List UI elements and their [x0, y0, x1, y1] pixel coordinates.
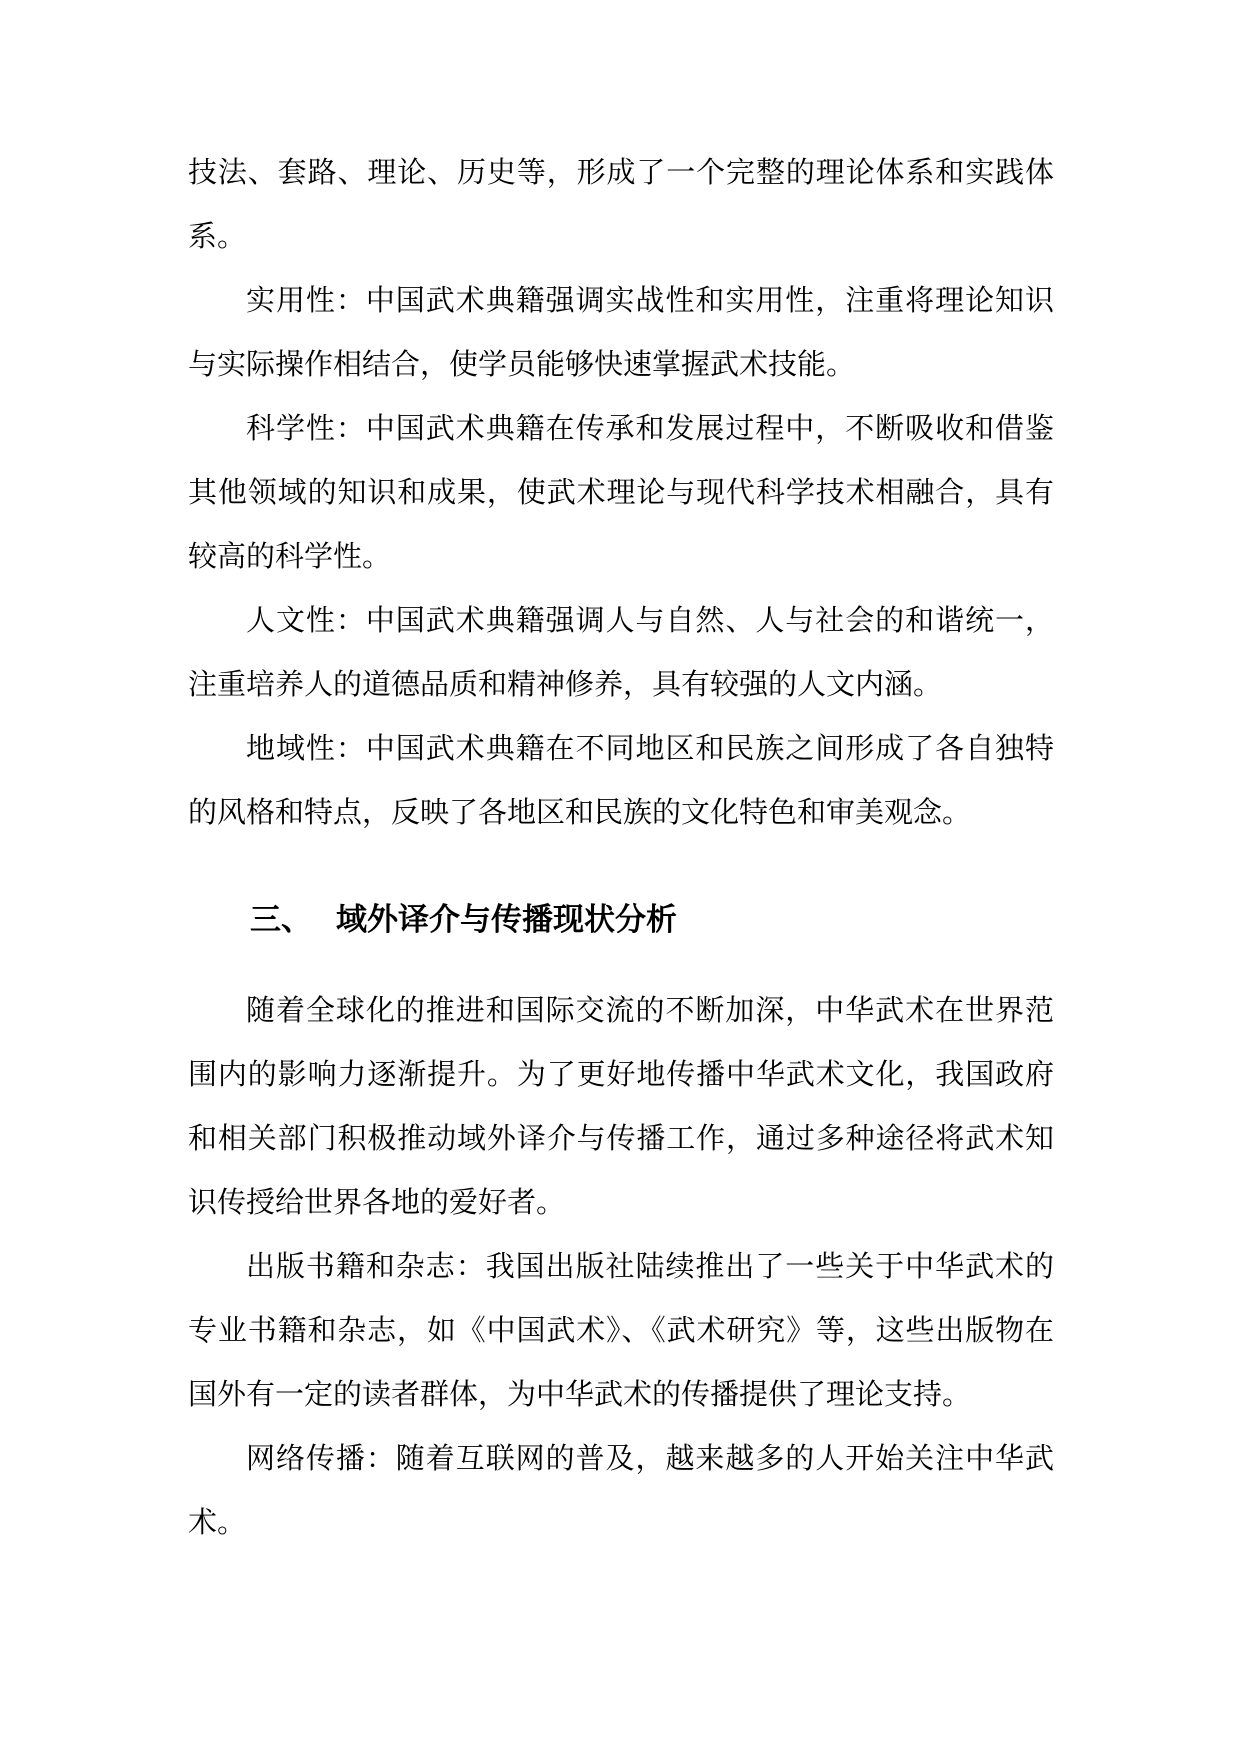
paragraph-globalization: 随着全球化的推进和国际交流的不断加深，中华武术在世界范围内的影响力逐渐提升。为了更好地传播中华武术文化，我国政府和相关部门积极推动域外译介与传播工作，通过多种途径将武术知识传授给世界各地的爱好者。	[188, 993, 1054, 1219]
section-title: 域外译介与传播现状分析	[336, 902, 677, 938]
paragraph-publications: 出版书籍和杂志：我国出版社陆续推出了一些关于中华武术的专业书籍和杂志，如《中国武术》、《武术研究》等，这些出版物在国外有一定的读者群体，为中华武术的传播提供了理论支持。	[188, 1249, 1054, 1411]
section-number: 三、	[250, 902, 312, 938]
paragraph-scientific: 科学性：中国武术典籍在传承和发展过程中，不断吸收和借鉴其他领域的知识和成果，使武术理论与现代科学技术相融合，具有较高的科学性。	[188, 411, 1054, 573]
paragraph-humanistic: 人文性：中国武术典籍强调人与自然、人与社会的和谐统一，注重培养人的道德品质和精神修养，具有较强的人文内涵。	[188, 603, 1054, 701]
paragraph-online-spread: 网络传播：随着互联网的普及，越来越多的人开始关注中华武术。	[188, 1441, 1054, 1539]
paragraph-regional: 地域性：中国武术典籍在不同地区和民族之间形成了各自独特的风格和特点，反映了各地区和民族的文化特色和审美观念。	[188, 731, 1054, 829]
document-body	[188, 140, 1054, 1554]
paragraph-practicality: 实用性：中国武术典籍强调实战性和实用性，注重将理论知识与实际操作相结合，使学员能够快速掌握武术技能。	[188, 283, 1054, 381]
section-heading	[250, 888, 1054, 952]
paragraph-continuation: 技法、套路、理论、历史等，形成了一个完整的理论体系和实践体系。	[188, 155, 1054, 253]
